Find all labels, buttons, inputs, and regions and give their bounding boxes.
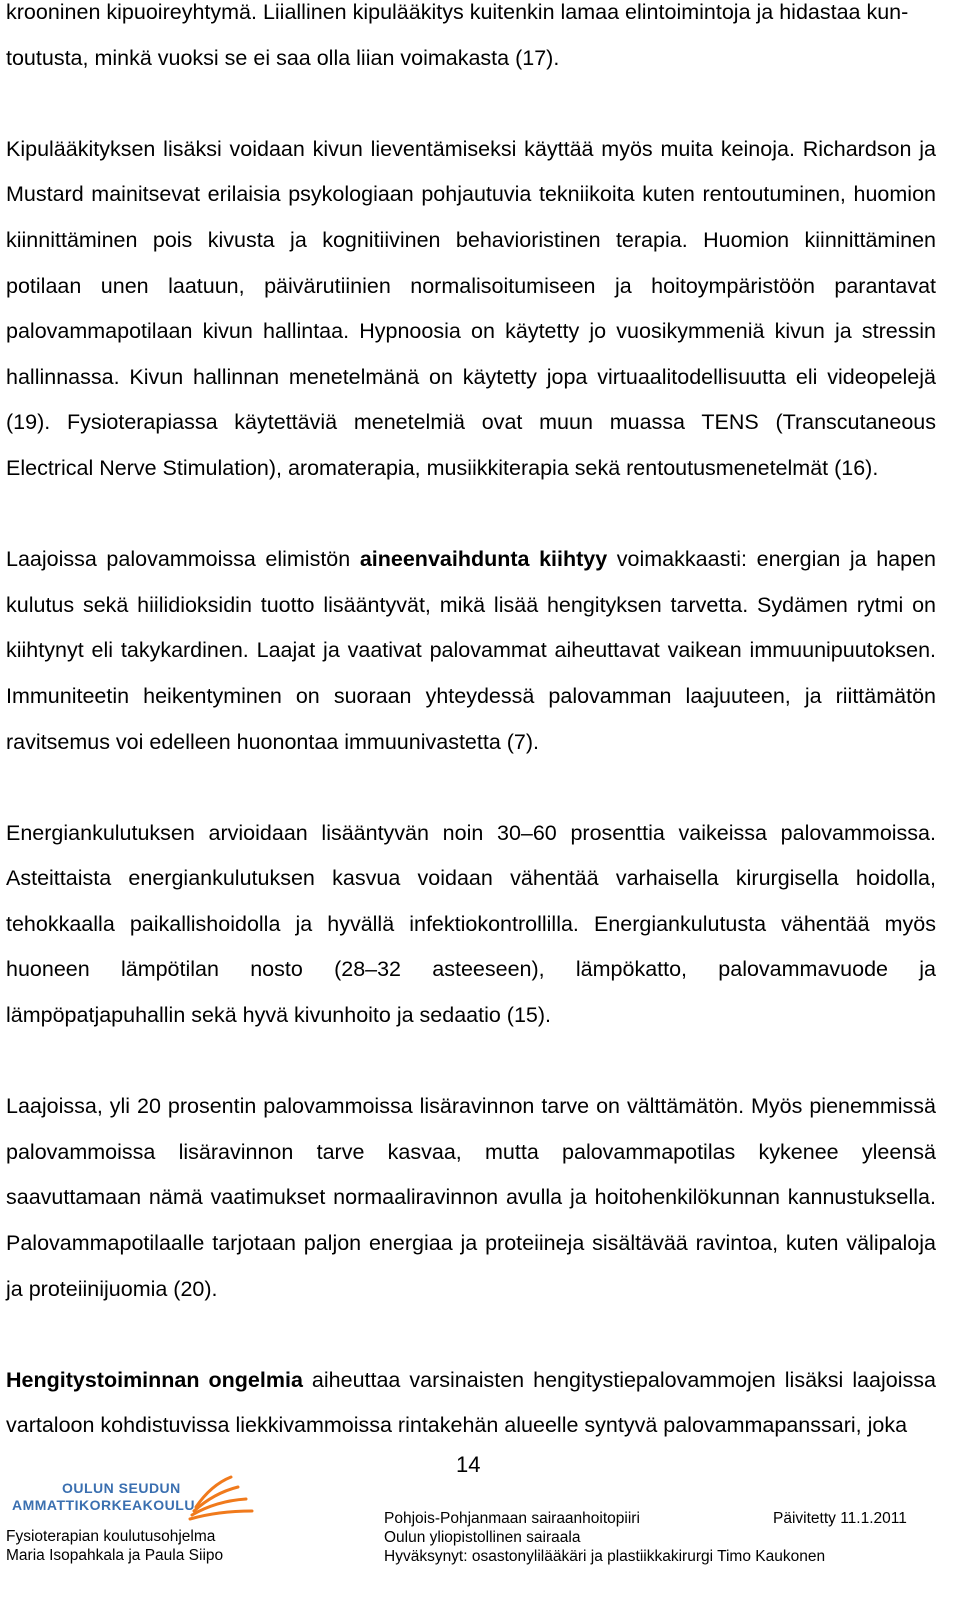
paragraph-3-rest: voimakkaasti: energian ja hapen kulutus sekä hiilidioksidin tuotto lisääntyvät, mikä lisää hengityksen tarvetta. Sydämen rytmi on kiihtynyt eli takykardinen. Laajat ja vaativat palovammat aiheuttavat vaikean immuunipuutoksen. Immuniteetin heikentyminen on suoraan yhteydessä palovamman laajuuteen, ja riittämätön ravitsemus voi edelleen huonontaa immuunivastetta (7). (6, 547, 936, 754)
document-body (6, 0, 936, 1449)
page-footer (0, 1465, 960, 1608)
paragraph-2: Kipulääkityksen lisäksi voidaan kivun lieventämiseksi käyttää myös muita keinoja. Richardson ja Mustard mainitsevat erilaisia psykologiaan pohjautuvia tekniikoita kuten rentoutuminen, huomion kiinnittäminen pois kivusta ja kognitiivinen behavioristinen terapia. Huomion kiinnittäminen potilaan unen laatuun, päivärutiinien normalisoitumiseen ja hoitoympäristöön parantavat palovammapotilaan kivun hallintaa. Hypnoosia on käytetty jo vuosikymmeniä kivun ja stressin hallinnassa. Kivun hallinnan menetelmänä on käytetty jopa virtuaalitodellisuutta eli videopelejä (19). Fysioterapiassa käytettäviä menetelmiä ovat muun muassa TENS (Transcutaneous Electrical Nerve Stimulation), aromaterapia, musiikkiterapia sekä rentoutusmenetelmät (16). (6, 136, 936, 480)
paragraph-1 (6, 0, 936, 81)
paragraph-1-line-2: toutusta, minkä vuoksi se ei saa olla liian voimakasta (17). (6, 45, 560, 70)
paragraph-5: Laajoissa, yli 20 prosentin palovammoissa lisäravinnon tarve on välttämätön. Myös pienemmissä palovammoissa lisäravinnon tarve kasvaa, mutta palovammapotilas kykenee yleensä saavuttamaan nämä vaatimukset normaaliravinnon avulla ja hoitohenkilökunnan kannustuksella. Palovammapotilaalle tarjotaan paljon energiaa ja proteiineja sisältävää ravintoa, kuten välipaloja ja proteiinijuomia (20). (6, 1094, 936, 1301)
paragraph-6 (6, 1358, 936, 1449)
term-hengitystoiminnan-ongelmia: Hengitystoiminnan ongelmia (6, 1367, 303, 1392)
term-aineenvaihdunta: aineenvaihdunta kiihtyy (359, 547, 608, 572)
paragraph-3-start: Laajoissa palovammoissa elimistön (6, 547, 360, 572)
paragraph-4: Energiankulutuksen arvioidaan lisääntyvän noin 30–60 prosenttia vaikeissa palovammoissa. Asteittaista energiankulutuksen kasvua voidaan vähentää varhaisella kirurgisella hoidolla, tehokkaalla paikallishoidolla ja hyvällä infektiokontrollilla. Energiankulutusta vähentää myös huoneen lämpötilan nosto (28–32 asteeseen), lämpökatto, palovammavuode ja lämpöpatjapuhallin sekä hyvä kivunhoito ja sedaatio (15). (6, 820, 936, 1028)
footer-right (773, 1509, 907, 1528)
footer-updated: Päivitetty 11.1.2011 (773, 1510, 907, 1527)
logo-text-line-2: AMMATTIKORKEAKOULU (12, 1497, 195, 1513)
footer-left (6, 1527, 223, 1565)
footer-hospital: Oulun yliopistollinen sairaala (384, 1529, 581, 1546)
paragraph-6-rest: aiheuttaa varsinaisten hengitystiepalovammojen lisäksi laajoissa vartaloon kohdistuvissa liekkivammoissa rintakehän alueelle syntyvä palovammapanssari, joka (6, 1367, 936, 1438)
logo-text (12, 1480, 195, 1514)
page-number: 14 (456, 1452, 481, 1477)
paragraph-3 (6, 537, 936, 765)
footer-approved: Hyväksynyt: osastonylilääkäri ja plastiikkakirurgi Timo Kaukonen (384, 1548, 826, 1565)
logo-text-line-1: OULUN SEUDUN (62, 1480, 181, 1496)
footer-district: Pohjois-Pohjanmaan sairaanhoitopiiri (384, 1510, 640, 1527)
oamk-logo (6, 1465, 256, 1525)
footer-authors: Maria Isopahkala ja Paula Siipo (6, 1547, 224, 1564)
footer-middle (384, 1509, 825, 1566)
paragraph-1-line-1: krooninen kipuoireyhtymä. Liiallinen kipulääkitys kuitenkin lamaa elintoimintoja ja hidastaa kun- (6, 0, 909, 24)
footer-program: Fysioterapian koulutusohjelma (6, 1528, 216, 1545)
